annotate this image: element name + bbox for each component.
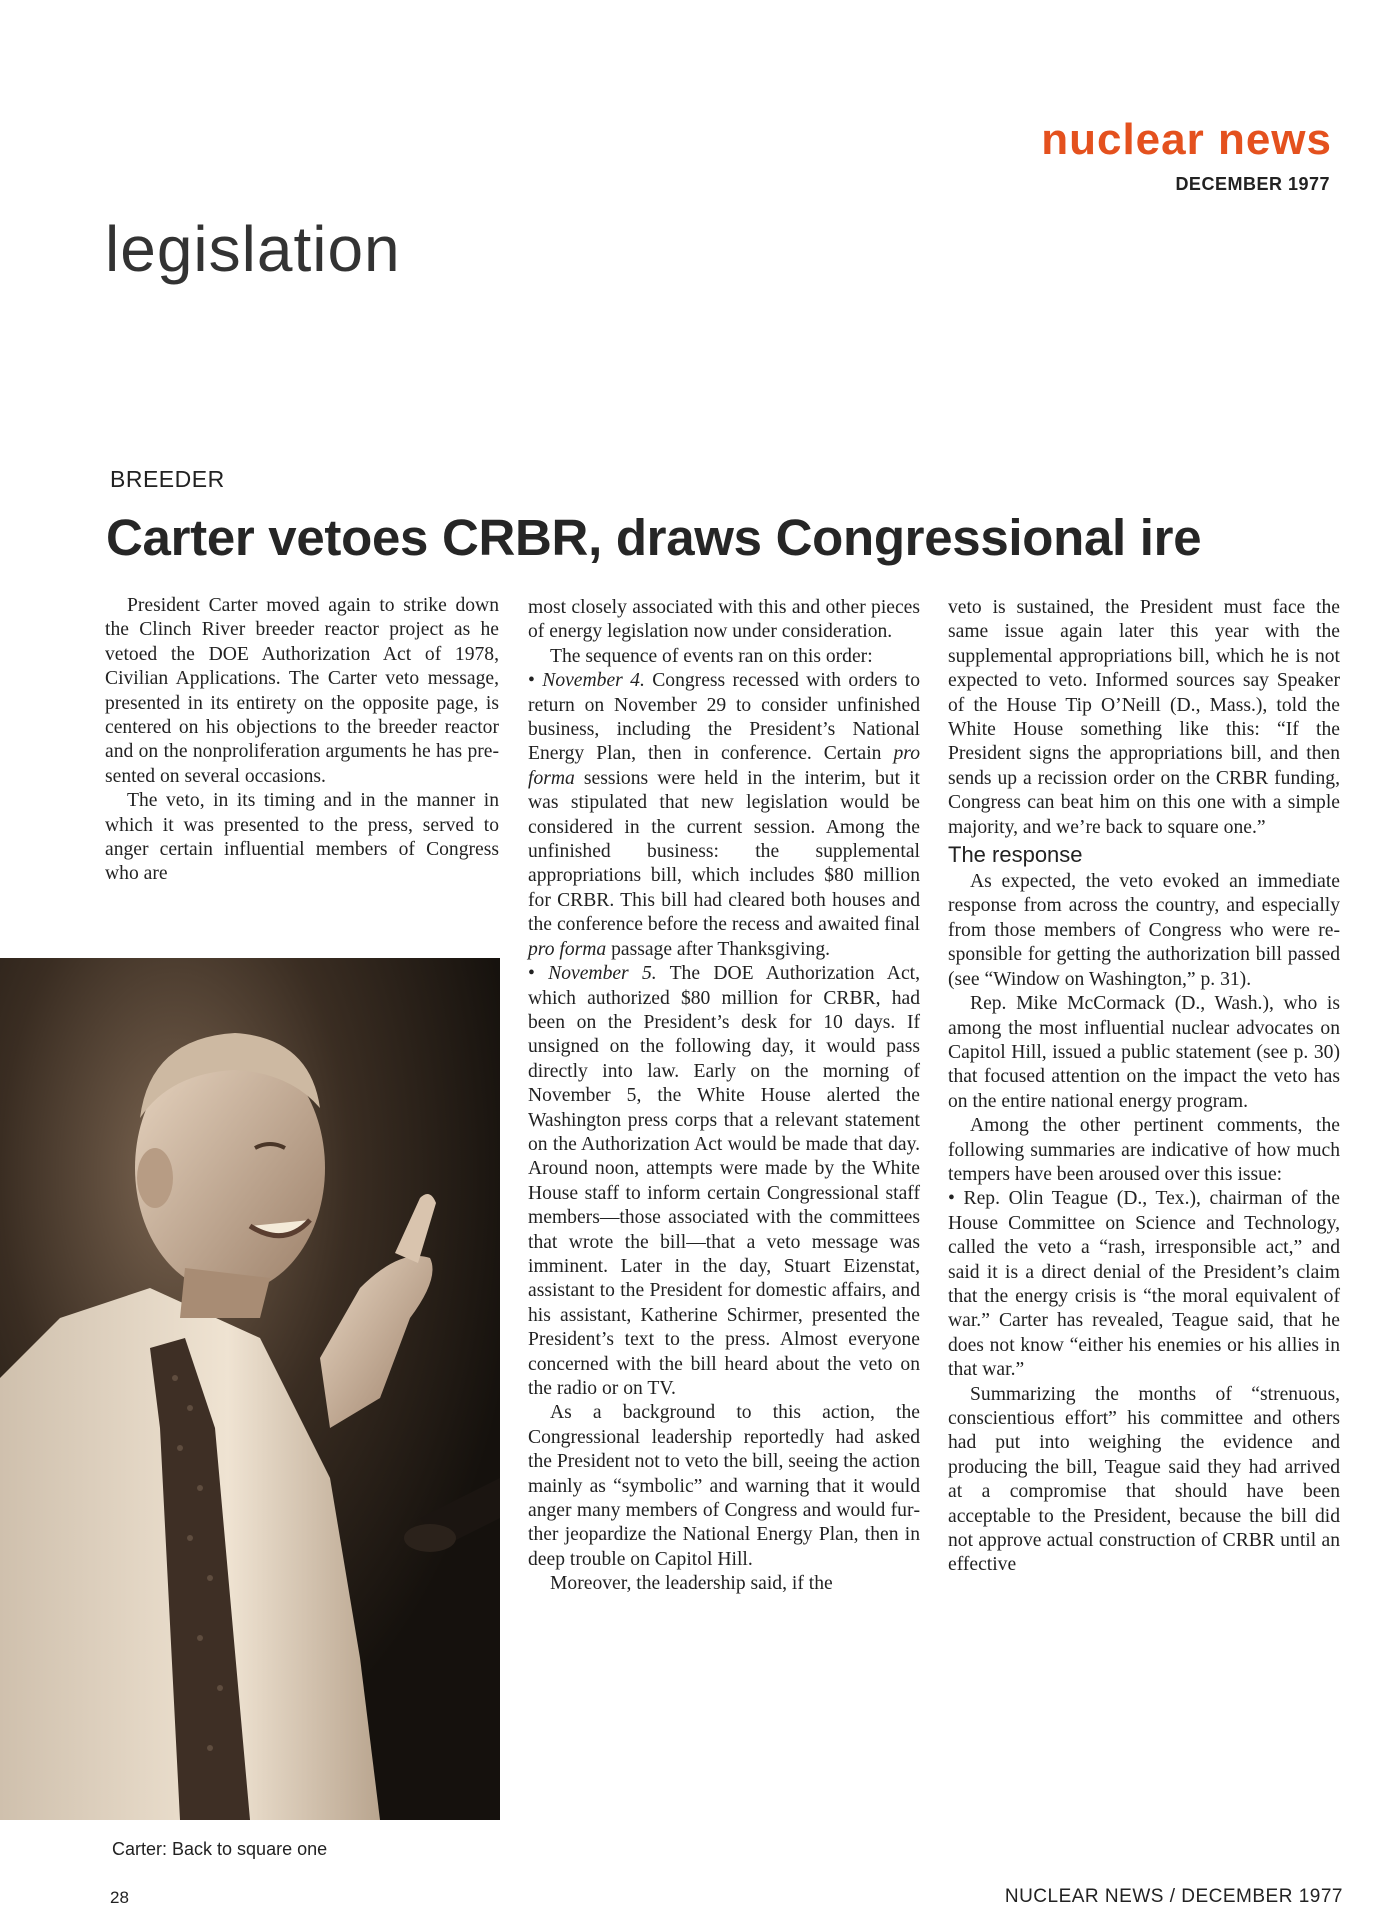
article-column-1: [105, 594, 499, 887]
running-footer: NUCLEAR NEWS / DECEMBER 1977: [1004, 1886, 1343, 1907]
paragraph: veto is sustained, the President must face the same issue again later this year with the supplemental appropriations bill, which he is not expected to veto. Informed sources say Speaker of the House Tip O’Neill (D., Mass.), told the White House something like this: “If the President signs the appropriations bill, and then sends up a recission order on the CRBR funding, Congress can beat him on this one with a simple majority, and we’re back to square one.”: [948, 597, 1340, 838]
photo-caption: Carter: Back to square one: [112, 1839, 328, 1859]
bullet: •: [528, 670, 535, 692]
timeline-item: [528, 669, 920, 962]
carter-photo: [0, 958, 500, 1820]
masthead-logo: nuclear news: [1041, 115, 1332, 164]
paragraph: President Carter moved again to strike down the Clinch River breeder reactor project as he vetoed the DOE Authorization Act of 1978, Civilian Applications. The Carter veto message, presented in its entirety on the opposite page, is centered on his objections to the breeder reactor and on the nonproliferation arguments he has presented on several occasions.: [105, 595, 499, 787]
page-number: 28: [110, 1888, 129, 1907]
summary-text: Rep. Olin Teague (D., Tex.), chairman of the House Committee on Science and Technology, called the veto a “rash, irresponsible act,” and said it is a direct denial of the President’s claim that the energy crisis is “the moral equivalent of war.” Carter has revealed, Teague said, that he does not know “either his enemies or his allies in that war.”: [948, 1188, 1340, 1381]
timeline-date: November 4.: [542, 670, 645, 692]
bullet: •: [528, 963, 535, 985]
article-column-2: [528, 596, 920, 1597]
paragraph: The sequence of events ran on this order:: [550, 645, 873, 667]
italic-term: pro forma: [528, 938, 607, 960]
article-headline: Carter vetoes CRBR, draws Congressional ire: [106, 509, 1202, 566]
article-column-3: [948, 596, 1340, 1578]
bullet: •: [948, 1188, 955, 1210]
paragraph: Moreover, the leadership said, if the: [550, 1573, 833, 1595]
timeline-date: November 5.: [548, 963, 657, 985]
timeline-text: The DOE Authorization Act, which authorized $80 million for CRBR, had been on the President’s desk for 10 days. If unsigned on the following day, it would pass directly into law. Early on the morning of November 5, the White House alerted the Washington press corps that a relevant statement on the Authorization Act would be made that day. Around noon, attempts were made by the White House staff to inform certain Congressional staff members—those associated with the committees that wrote the bill—that a veto message was imminent. Later in the day, Stuart Eizenstat, assistant to the President for domestic affairs, and his assistant, Katherine Schirmer, presented the President’s text to the press. Almost everyone concerned with the bill heard about the veto on the radio or on TV.: [528, 963, 920, 1399]
paragraph: Among the other pertinent comments, the following summaries are indicative of how much tempers have been aroused over this issue:: [948, 1115, 1340, 1185]
issue-date: DECEMBER 1977: [1175, 174, 1330, 194]
timeline-text: passage after Thanksgiving.: [606, 938, 831, 960]
subhead: The response: [948, 842, 1083, 868]
italic-term: pro forma: [528, 743, 920, 789]
timeline-item: [528, 962, 920, 1401]
paragraph: Rep. Mike McCormack (D., Wash.), who is among the most influential nuclear advocates on Capitol Hill, issued a public statement (see p. 30) that focused attention on the impact the veto has on the entire national energy program.: [948, 993, 1340, 1112]
paragraph: The veto, in its timing and in the manner in which it was presented to the press, served to anger certain influential members of Congress who are: [105, 790, 499, 885]
paragraph: As expected, the veto evoked an immediate response from across the country, and especially from those members of Congress who were responsible for getting the authorization bill passed (see “Window on Washington,” p. 31).: [948, 871, 1340, 990]
summary-item: [948, 1187, 1340, 1382]
paragraph: As a background to this action, the Congressional leadership reportedly had asked the President not to veto the bill, seeing the action mainly as “symbolic” and warning that it would anger many members of Congress and would further jeopardize the National Energy Plan, then in deep trouble on Capitol Hill.: [528, 1402, 920, 1570]
article-kicker: BREEDER: [110, 466, 225, 492]
timeline-text: sessions were held in the interim, but it was stipulated that new legislation would be considered in the current session. Among the unfinished business: the supplemental appropriations bill, which includes $80 million for CRBR. This bill had cleared both houses and the conference before the recess and awaited final: [528, 767, 920, 936]
paragraph: Summarizing the months of “strenuous, conscientious effort” his committee and others had put into weighing the evidence and producing the bill, Teague said they had arrived at a compromise that should have been acceptable to the President, because the bill did not approve actual construction of CRBR until an effective: [948, 1383, 1340, 1576]
timeline-text: Congress recessed with orders to return on November 29 to consider unfinished business, including the President’s National Energy Plan, then in conference. Certain: [528, 670, 920, 765]
paragraph: most closely associated with this and other pieces of energy legislation now under consideration.: [528, 597, 920, 643]
section-title: legislation: [105, 213, 401, 285]
